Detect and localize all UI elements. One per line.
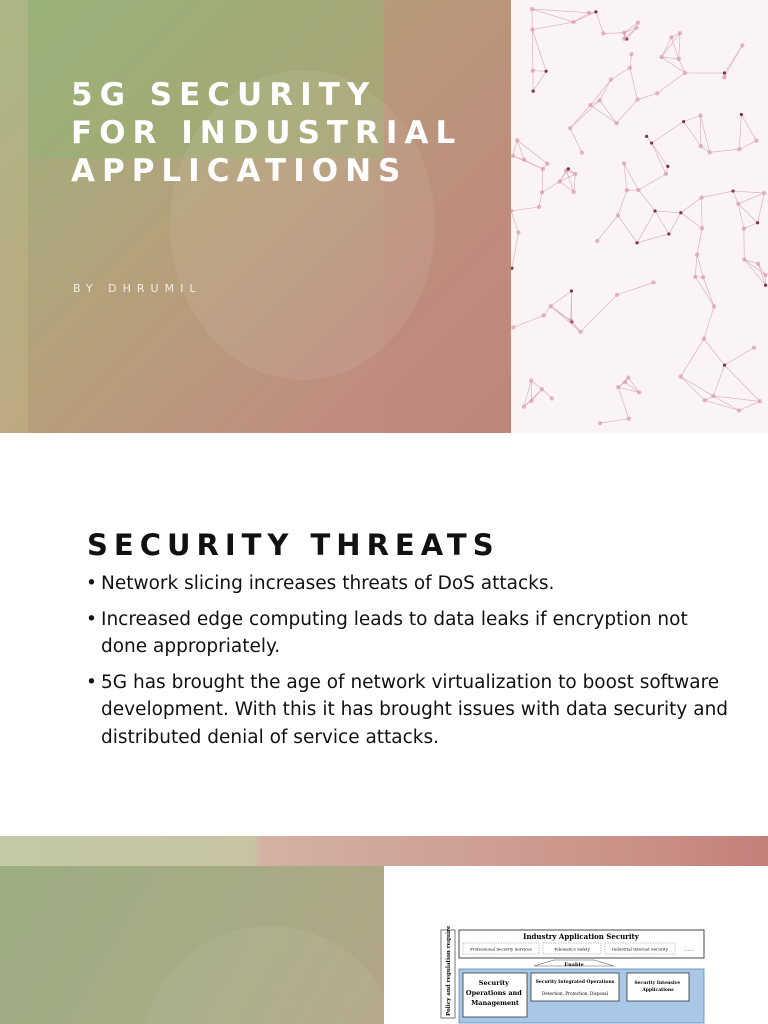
network-edge [671, 37, 678, 58]
network-edge [574, 174, 576, 192]
network-node [635, 241, 638, 244]
network-node [695, 253, 699, 257]
network-edge [739, 115, 741, 150]
network-node [511, 209, 513, 213]
network-edge [681, 377, 705, 401]
network-node [764, 284, 767, 287]
network-node [742, 226, 746, 230]
slide-right-panel [384, 866, 768, 1024]
network-edge [566, 170, 573, 191]
network-node [737, 408, 741, 412]
network-node [678, 31, 682, 35]
network-node [522, 158, 526, 162]
bullet-icon: • [86, 608, 97, 630]
network-edge [655, 211, 681, 213]
network-node [655, 91, 659, 95]
network-edge [618, 387, 629, 419]
network-edge [724, 365, 759, 401]
network-node [754, 138, 758, 142]
network-edge [570, 105, 590, 128]
network-edge [542, 169, 543, 192]
network-node [516, 230, 520, 234]
slide-left-panel [0, 866, 384, 1024]
network-edge [512, 232, 518, 268]
network-edge [695, 255, 697, 277]
network-edge [511, 207, 539, 211]
ops-title-line: Management [471, 999, 519, 1007]
network-node [667, 232, 670, 235]
network-node [530, 7, 534, 11]
integrated-box [531, 973, 619, 1001]
top-title: Industry Application Security [523, 932, 639, 941]
network-node [541, 167, 545, 171]
architecture-slide [0, 836, 768, 1024]
network-edge [681, 339, 704, 377]
network-node [650, 141, 653, 144]
network-edge [684, 122, 701, 147]
network-node [587, 11, 591, 15]
network-node [635, 97, 639, 101]
network-edge [661, 37, 671, 57]
network-edge [738, 204, 757, 223]
network-edge [513, 315, 544, 327]
network-edge [551, 306, 581, 332]
network-edge [570, 128, 582, 153]
bullet-list [86, 570, 736, 759]
network-graph [511, 0, 768, 433]
network-edge [533, 71, 546, 91]
network-node [666, 165, 669, 168]
network-node [742, 257, 746, 261]
network-node [529, 378, 533, 382]
network-node [636, 188, 640, 192]
network-node [701, 275, 705, 279]
network-node [623, 380, 627, 384]
network-edge [758, 193, 765, 223]
security-threats-slide [0, 433, 768, 836]
bullet-text: Increased edge computing leads to data leaks if encryption not done appropriately. [101, 608, 688, 657]
network-edge [532, 30, 546, 72]
top-item: …… [684, 946, 694, 953]
network-node [557, 179, 561, 183]
network-node [669, 35, 673, 39]
network-edge [638, 174, 666, 190]
network-node [758, 399, 762, 403]
network-node [540, 387, 544, 391]
network-edge [738, 204, 744, 229]
network-node [622, 161, 626, 165]
network-node [634, 26, 638, 30]
network-edge [532, 9, 589, 13]
top-item: Professional Security Services [470, 946, 532, 952]
network-edge [704, 306, 714, 338]
network-node [763, 273, 767, 277]
network-edge [652, 143, 666, 174]
intensive-title-line: Applications [642, 988, 674, 993]
network-edge [702, 191, 733, 197]
network-edge [705, 400, 739, 410]
network-node [598, 421, 602, 425]
network-node [550, 396, 554, 400]
network-node [711, 394, 715, 398]
network-edge [681, 213, 702, 229]
network-edge [531, 389, 541, 401]
network-node [531, 68, 535, 72]
network-node [679, 211, 682, 214]
network-node [568, 126, 572, 130]
network-node [731, 189, 734, 192]
network-node [622, 37, 626, 41]
network-node [572, 190, 576, 194]
network-edge [617, 282, 654, 294]
network-node [699, 144, 703, 148]
network-node [570, 289, 573, 292]
title-slide [0, 0, 768, 433]
network-node [614, 121, 618, 125]
network-node [616, 385, 620, 389]
bullet-text: Network slicing increases threats of DoS attacks. [101, 573, 555, 594]
network-edge [724, 348, 754, 366]
top-item: Telematics Safety [554, 946, 590, 952]
network-node [573, 172, 577, 176]
network-node [712, 304, 716, 308]
network-node [702, 337, 706, 341]
network-edge [532, 22, 573, 30]
network-node [511, 267, 514, 270]
network-node [542, 313, 546, 317]
network-node [698, 113, 702, 117]
network-edge [600, 100, 617, 123]
diagram-svg [439, 926, 709, 1024]
network-edge [713, 365, 724, 396]
network-edge [652, 122, 684, 143]
network-node [703, 398, 707, 402]
network-node [700, 226, 704, 230]
network-node [664, 172, 668, 176]
network-edge [590, 105, 616, 123]
network-edge [655, 211, 669, 234]
network-node [651, 280, 655, 284]
network-edge [679, 33, 680, 59]
network-edge [617, 100, 638, 124]
network-node [699, 195, 703, 199]
network-node [723, 364, 726, 367]
network-node [571, 20, 575, 24]
network-node [580, 151, 584, 155]
network-edge [570, 100, 599, 128]
network-node [737, 147, 741, 151]
network-edge [574, 12, 596, 22]
enable-label: Enable [564, 962, 584, 968]
ops-title-line: Security [478, 979, 509, 987]
security-architecture-diagram [439, 926, 709, 1024]
network-edge [524, 160, 543, 169]
network-edge [600, 419, 629, 423]
network-edge [741, 115, 756, 141]
network-node [609, 77, 613, 81]
network-node [511, 325, 515, 329]
network-node [615, 293, 619, 297]
network-edge [684, 115, 701, 121]
network-edge [600, 80, 611, 101]
network-edge [513, 140, 517, 156]
intensive-title-line: Security Intensive [634, 981, 681, 986]
network-edge [580, 295, 616, 332]
presentation-title: 5G SECURITY FOR INDUSTRIAL APPLICATIONS [71, 77, 463, 189]
network-edge [697, 255, 703, 278]
network-node [637, 390, 641, 394]
network-node [629, 52, 633, 56]
network-graph-image [511, 0, 768, 433]
network-edge [511, 211, 518, 232]
network-node [683, 71, 687, 75]
network-edge [597, 215, 618, 240]
network-node [653, 209, 656, 212]
integrated-sub: Detection, Protection, Disposal [541, 991, 609, 996]
network-edge [704, 339, 725, 365]
bullet-icon: • [86, 573, 97, 594]
slide-title: SECURITY THREATS [87, 528, 500, 562]
network-node [545, 161, 549, 165]
slide-top-band [0, 836, 768, 866]
bullet-item [86, 669, 736, 752]
network-edge [738, 193, 764, 204]
network-node [752, 345, 756, 349]
network-edge [744, 259, 765, 285]
network-edge [611, 68, 630, 80]
network-graph-svg [511, 0, 768, 433]
network-node [567, 167, 570, 170]
network-node [693, 275, 697, 279]
network-node [723, 71, 726, 74]
bg-circle [140, 926, 384, 1024]
bg-block [0, 0, 28, 433]
network-node [532, 90, 535, 93]
network-edge [630, 68, 638, 100]
bullet-text: 5G has brought the age of network virtualization to boost software development. With this it has brought issues with data security and distributed denial of service attacks. [101, 671, 729, 748]
network-node [588, 103, 592, 107]
network-node [545, 70, 548, 73]
network-edge [551, 306, 571, 320]
network-edge [739, 401, 760, 410]
network-node [515, 138, 519, 142]
network-edge [697, 228, 702, 254]
network-node [594, 10, 597, 13]
author-byline: BY DHRUMIL [73, 282, 202, 295]
network-node [540, 190, 544, 194]
network-node [522, 404, 526, 408]
network-edge [560, 182, 574, 192]
network-edge [669, 213, 681, 234]
network-node [578, 330, 582, 334]
network-edge [638, 190, 655, 211]
network-node [756, 221, 759, 224]
network-node [679, 374, 683, 378]
network-node [601, 31, 605, 35]
network-node [622, 30, 626, 34]
network-node [707, 150, 711, 154]
network-node [636, 20, 640, 24]
network-edge [739, 141, 756, 149]
network-node [548, 304, 552, 308]
network-edge [551, 291, 572, 306]
bullet-item [86, 606, 736, 661]
network-edge [681, 377, 714, 397]
network-edge [637, 234, 669, 243]
network-node [628, 66, 632, 70]
network-node [682, 120, 685, 123]
network-edge [681, 198, 702, 213]
title-slide-background [0, 0, 511, 433]
intensive-box [627, 973, 689, 1001]
bullet-icon: • [86, 671, 97, 693]
network-node [756, 262, 760, 266]
network-node [740, 113, 743, 116]
network-edge [744, 223, 758, 229]
network-node [645, 135, 648, 138]
network-node [595, 239, 599, 243]
network-edge [733, 191, 764, 193]
network-edge [542, 182, 560, 193]
network-edge [603, 33, 624, 34]
bullet-item [86, 570, 736, 598]
integrated-title: Security Integrated Operations [535, 980, 615, 985]
network-node [722, 75, 726, 79]
network-node [569, 318, 573, 322]
network-edge [539, 192, 542, 207]
network-edge [724, 45, 742, 77]
network-edge [618, 190, 627, 215]
network-edge [618, 215, 637, 242]
network-edge [637, 93, 657, 99]
network-node [626, 376, 630, 380]
network-node [597, 98, 601, 102]
network-node [616, 213, 620, 217]
network-node [529, 399, 533, 403]
network-node [677, 57, 681, 61]
network-edge [713, 396, 760, 401]
network-edge [652, 143, 668, 166]
network-node [530, 27, 534, 31]
network-edge [532, 9, 574, 22]
network-node [762, 191, 766, 195]
network-node [537, 205, 541, 209]
network-edge [596, 12, 603, 33]
network-node [511, 154, 515, 158]
network-node [625, 188, 629, 192]
side-label: Policy and regulation requirements [446, 926, 452, 1016]
network-node [736, 202, 740, 206]
network-edge [710, 149, 740, 152]
network-edge [574, 13, 590, 22]
network-edge [532, 30, 533, 71]
network-node [627, 417, 631, 421]
network-node [740, 43, 744, 47]
network-edge [637, 211, 655, 243]
network-node [659, 55, 663, 59]
ops-title-line: Operations and [465, 989, 522, 997]
top-item: Industrial Internet Security [612, 946, 668, 952]
network-edge [657, 73, 685, 93]
